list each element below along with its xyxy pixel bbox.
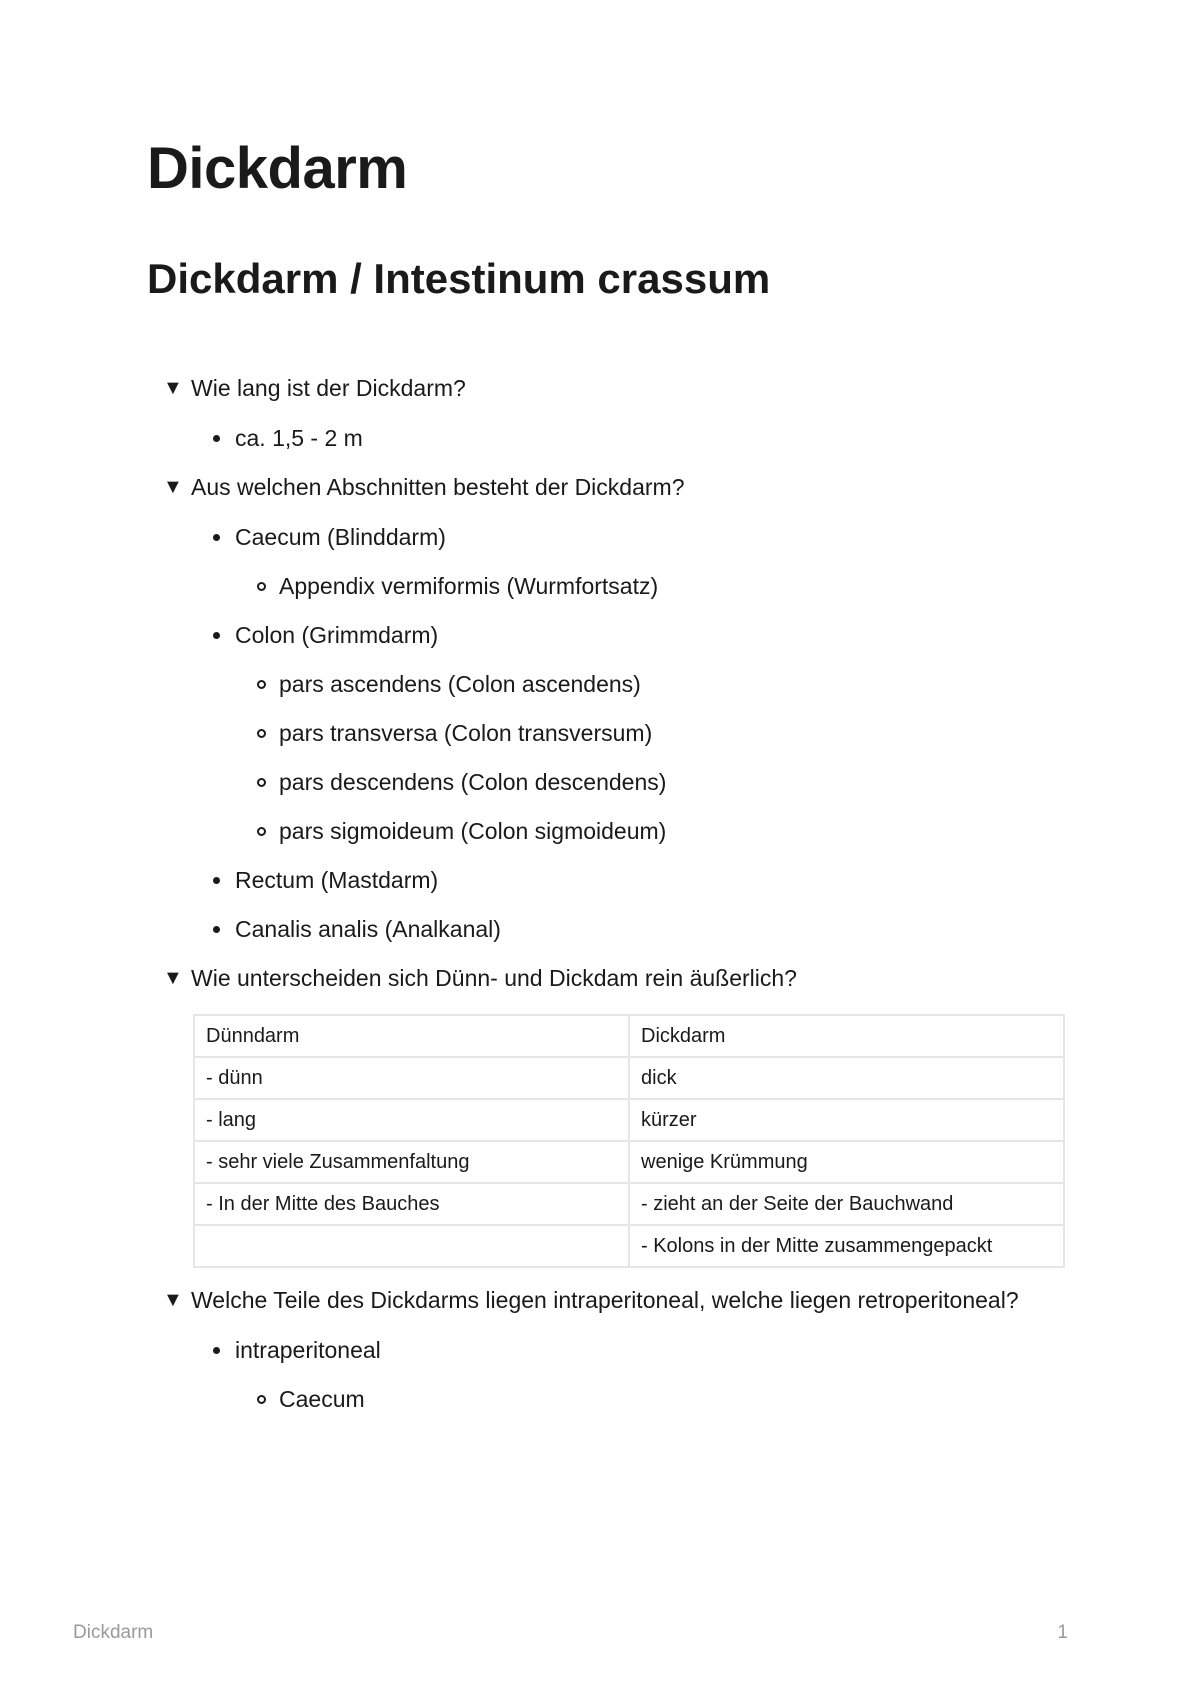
toggle-length — [163, 370, 1067, 455]
table-cell: Dünndarm — [194, 1015, 629, 1057]
table-cell: wenige Krümmung — [629, 1141, 1064, 1183]
footer-page-number: 1 — [1057, 1622, 1068, 1643]
answer-list — [163, 1333, 1067, 1416]
list-item: ca. 1,5 - 2 m — [163, 421, 1067, 455]
list-item: Caecum (Blinddarm) — [163, 520, 1067, 554]
table-row — [194, 1015, 1064, 1057]
table-row — [194, 1141, 1064, 1183]
toggle-question: Wie unterscheiden sich Dünn- und Dickdam rein äußerlich? — [191, 965, 797, 991]
table-cell: - In der Mitte des Bauches — [194, 1183, 629, 1225]
table-cell: - dünn — [194, 1057, 629, 1099]
sub-list-item: pars ascendens (Colon ascendens) — [163, 667, 1067, 701]
toggle-header[interactable] — [163, 370, 1067, 406]
sub-list-item: Appendix vermiformis (Wurmfortsatz) — [163, 569, 1067, 603]
table-row — [194, 1183, 1064, 1225]
triangle-down-icon[interactable]: ▼ — [163, 967, 183, 989]
table-cell — [194, 1225, 629, 1267]
toggle-header[interactable] — [163, 960, 1067, 996]
sub-list-item: pars sigmoideum (Colon sigmoideum) — [163, 814, 1067, 848]
toggle-question: Wie lang ist der Dickdarm? — [191, 375, 466, 401]
table-cell: Dickdarm — [629, 1015, 1064, 1057]
table-row — [194, 1057, 1064, 1099]
triangle-down-icon[interactable]: ▼ — [163, 1289, 183, 1311]
toggle-sections — [163, 469, 1067, 946]
toggle-list — [147, 370, 1067, 1416]
list-item: Rectum (Mastdarm) — [163, 863, 1067, 897]
toggle-peritoneal — [163, 1282, 1067, 1416]
list-item: Colon (Grimmdarm) — [163, 618, 1067, 652]
triangle-down-icon[interactable]: ▼ — [163, 476, 183, 498]
sub-list-item: pars transversa (Colon transversum) — [163, 716, 1067, 750]
triangle-down-icon[interactable]: ▼ — [163, 377, 183, 399]
toggle-question: Welche Teile des Dickdarms liegen intraperitoneal, welche liegen retroperitoneal? — [191, 1287, 1019, 1313]
table-cell: - lang — [194, 1099, 629, 1141]
comparison-table — [193, 1014, 1065, 1268]
table-cell: - zieht an der Seite der Bauchwand — [629, 1183, 1064, 1225]
footer-doc-title: Dickdarm — [73, 1622, 154, 1643]
table-cell: kürzer — [629, 1099, 1064, 1141]
answer-list — [163, 520, 1067, 946]
table-cell: - Kolons in der Mitte zusammengepackt — [629, 1225, 1064, 1267]
toggle-comparison — [163, 960, 1067, 1268]
table-cell: dick — [629, 1057, 1064, 1099]
toggle-header[interactable] — [163, 469, 1067, 505]
section-heading: Dickdarm / Intestinum crassum — [147, 255, 771, 302]
table-row — [194, 1099, 1064, 1141]
sub-list-item: pars descendens (Colon descendens) — [163, 765, 1067, 799]
sub-list-item: Caecum — [163, 1382, 1067, 1416]
table-row — [194, 1225, 1064, 1267]
toggle-header[interactable] — [163, 1282, 1067, 1318]
page-content — [147, 136, 1067, 1416]
toggle-question: Aus welchen Abschnitten besteht der Dickdarm? — [191, 474, 685, 500]
answer-list — [163, 421, 1067, 455]
table-cell: - sehr viele Zusammenfaltung — [194, 1141, 629, 1183]
list-item: intraperitoneal — [163, 1333, 1067, 1367]
list-item: Canalis analis (Analkanal) — [163, 912, 1067, 946]
page-title: Dickdarm — [147, 136, 408, 201]
